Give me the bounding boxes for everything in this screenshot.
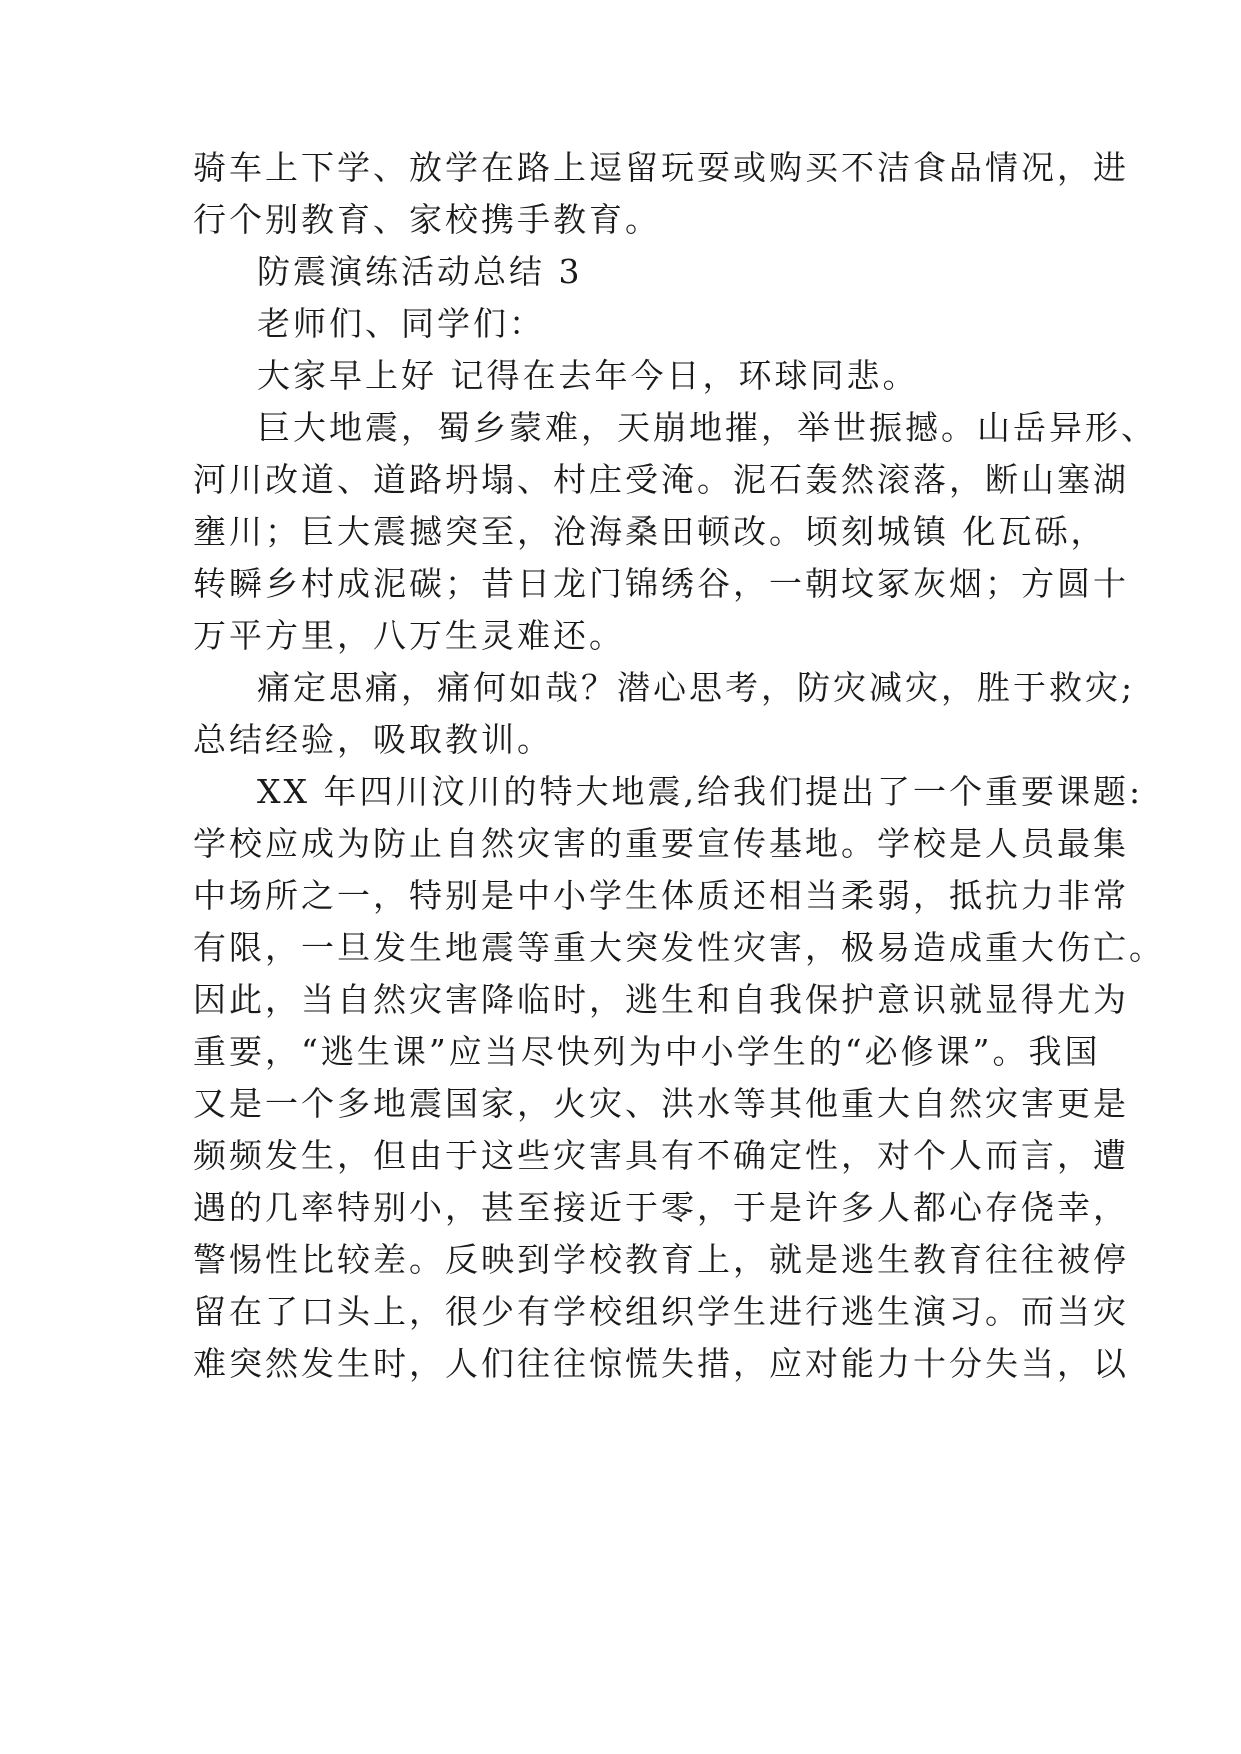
text-line: 行个别教育、家校携手教育。 (193, 200, 661, 239)
text-line: 难突然发生时，人们往往惊慌失措，应对能力十分失当，以 (193, 1344, 1129, 1383)
text-line: 留在了口头上，很少有学校组织学生进行逃生演习。而当灾 (193, 1292, 1129, 1331)
text-line: 转瞬乡村成泥碳；昔日龙门锦绣谷，一朝坟冢灰烟；方圆十 (193, 564, 1129, 603)
text-line: 有限，一旦发生地震等重大突发性灾害，极易造成重大伤亡。 (193, 928, 1165, 967)
salutation: 老师们、同学们： (257, 304, 545, 343)
text-line: 又是一个多地震国家，火灾、洪水等其他重大自然灾害更是 (193, 1084, 1129, 1123)
text-line: 学校应成为防止自然灾害的重要宣传基地。学校是人员最集 (193, 824, 1129, 863)
text-line: 河川改道、道路坍塌、村庄受淹。泥石轰然滚落，断山塞湖 (193, 460, 1129, 499)
text-line: 因此，当自然灾害降临时，逃生和自我保护意识就显得尤为 (193, 980, 1129, 1019)
text-line: 重要，“逃生课”应当尽快列为中小学生的“必修课”。我国 (193, 1032, 1101, 1071)
section-heading: 防震演练活动总结 3 (257, 252, 583, 291)
text-line: 频频发生，但由于这些灾害具有不确定性，对个人而言，遭 (193, 1136, 1129, 1175)
text-line: 大家早上好 记得在去年今日，环球同悲。 (257, 356, 919, 395)
text-line: 壅川；巨大震撼突至，沧海桑田顿改。顷刻城镇 化瓦砾， (193, 512, 1107, 551)
text-line: 中场所之一，特别是中小学生体质还相当柔弱，抵抗力非常 (193, 876, 1129, 915)
text-line: 警惕性比较差。反映到学校教育上，就是逃生教育往往被停 (193, 1240, 1129, 1279)
text-line: 痛定思痛，痛何如哉？潜心思考，防灾减灾，胜于救灾; (257, 668, 1136, 707)
text-line: 总结经验，吸取教训。 (193, 720, 553, 759)
text-line: 巨大地震，蜀乡蒙难，天崩地摧，举世振撼。山岳异形、 (257, 408, 1157, 447)
text-line: 遇的几率特别小，甚至接近于零，于是许多人都心存侥幸， (193, 1188, 1129, 1227)
text-line: 万平方里，八万生灵难还。 (193, 616, 625, 655)
text-line: XX 年四川汶川的特大地震,给我们提出了一个重要课题: (257, 772, 1144, 811)
text-line: 骑车上下学、放学在路上逗留玩耍或购买不洁食品情况，进 (193, 148, 1129, 187)
